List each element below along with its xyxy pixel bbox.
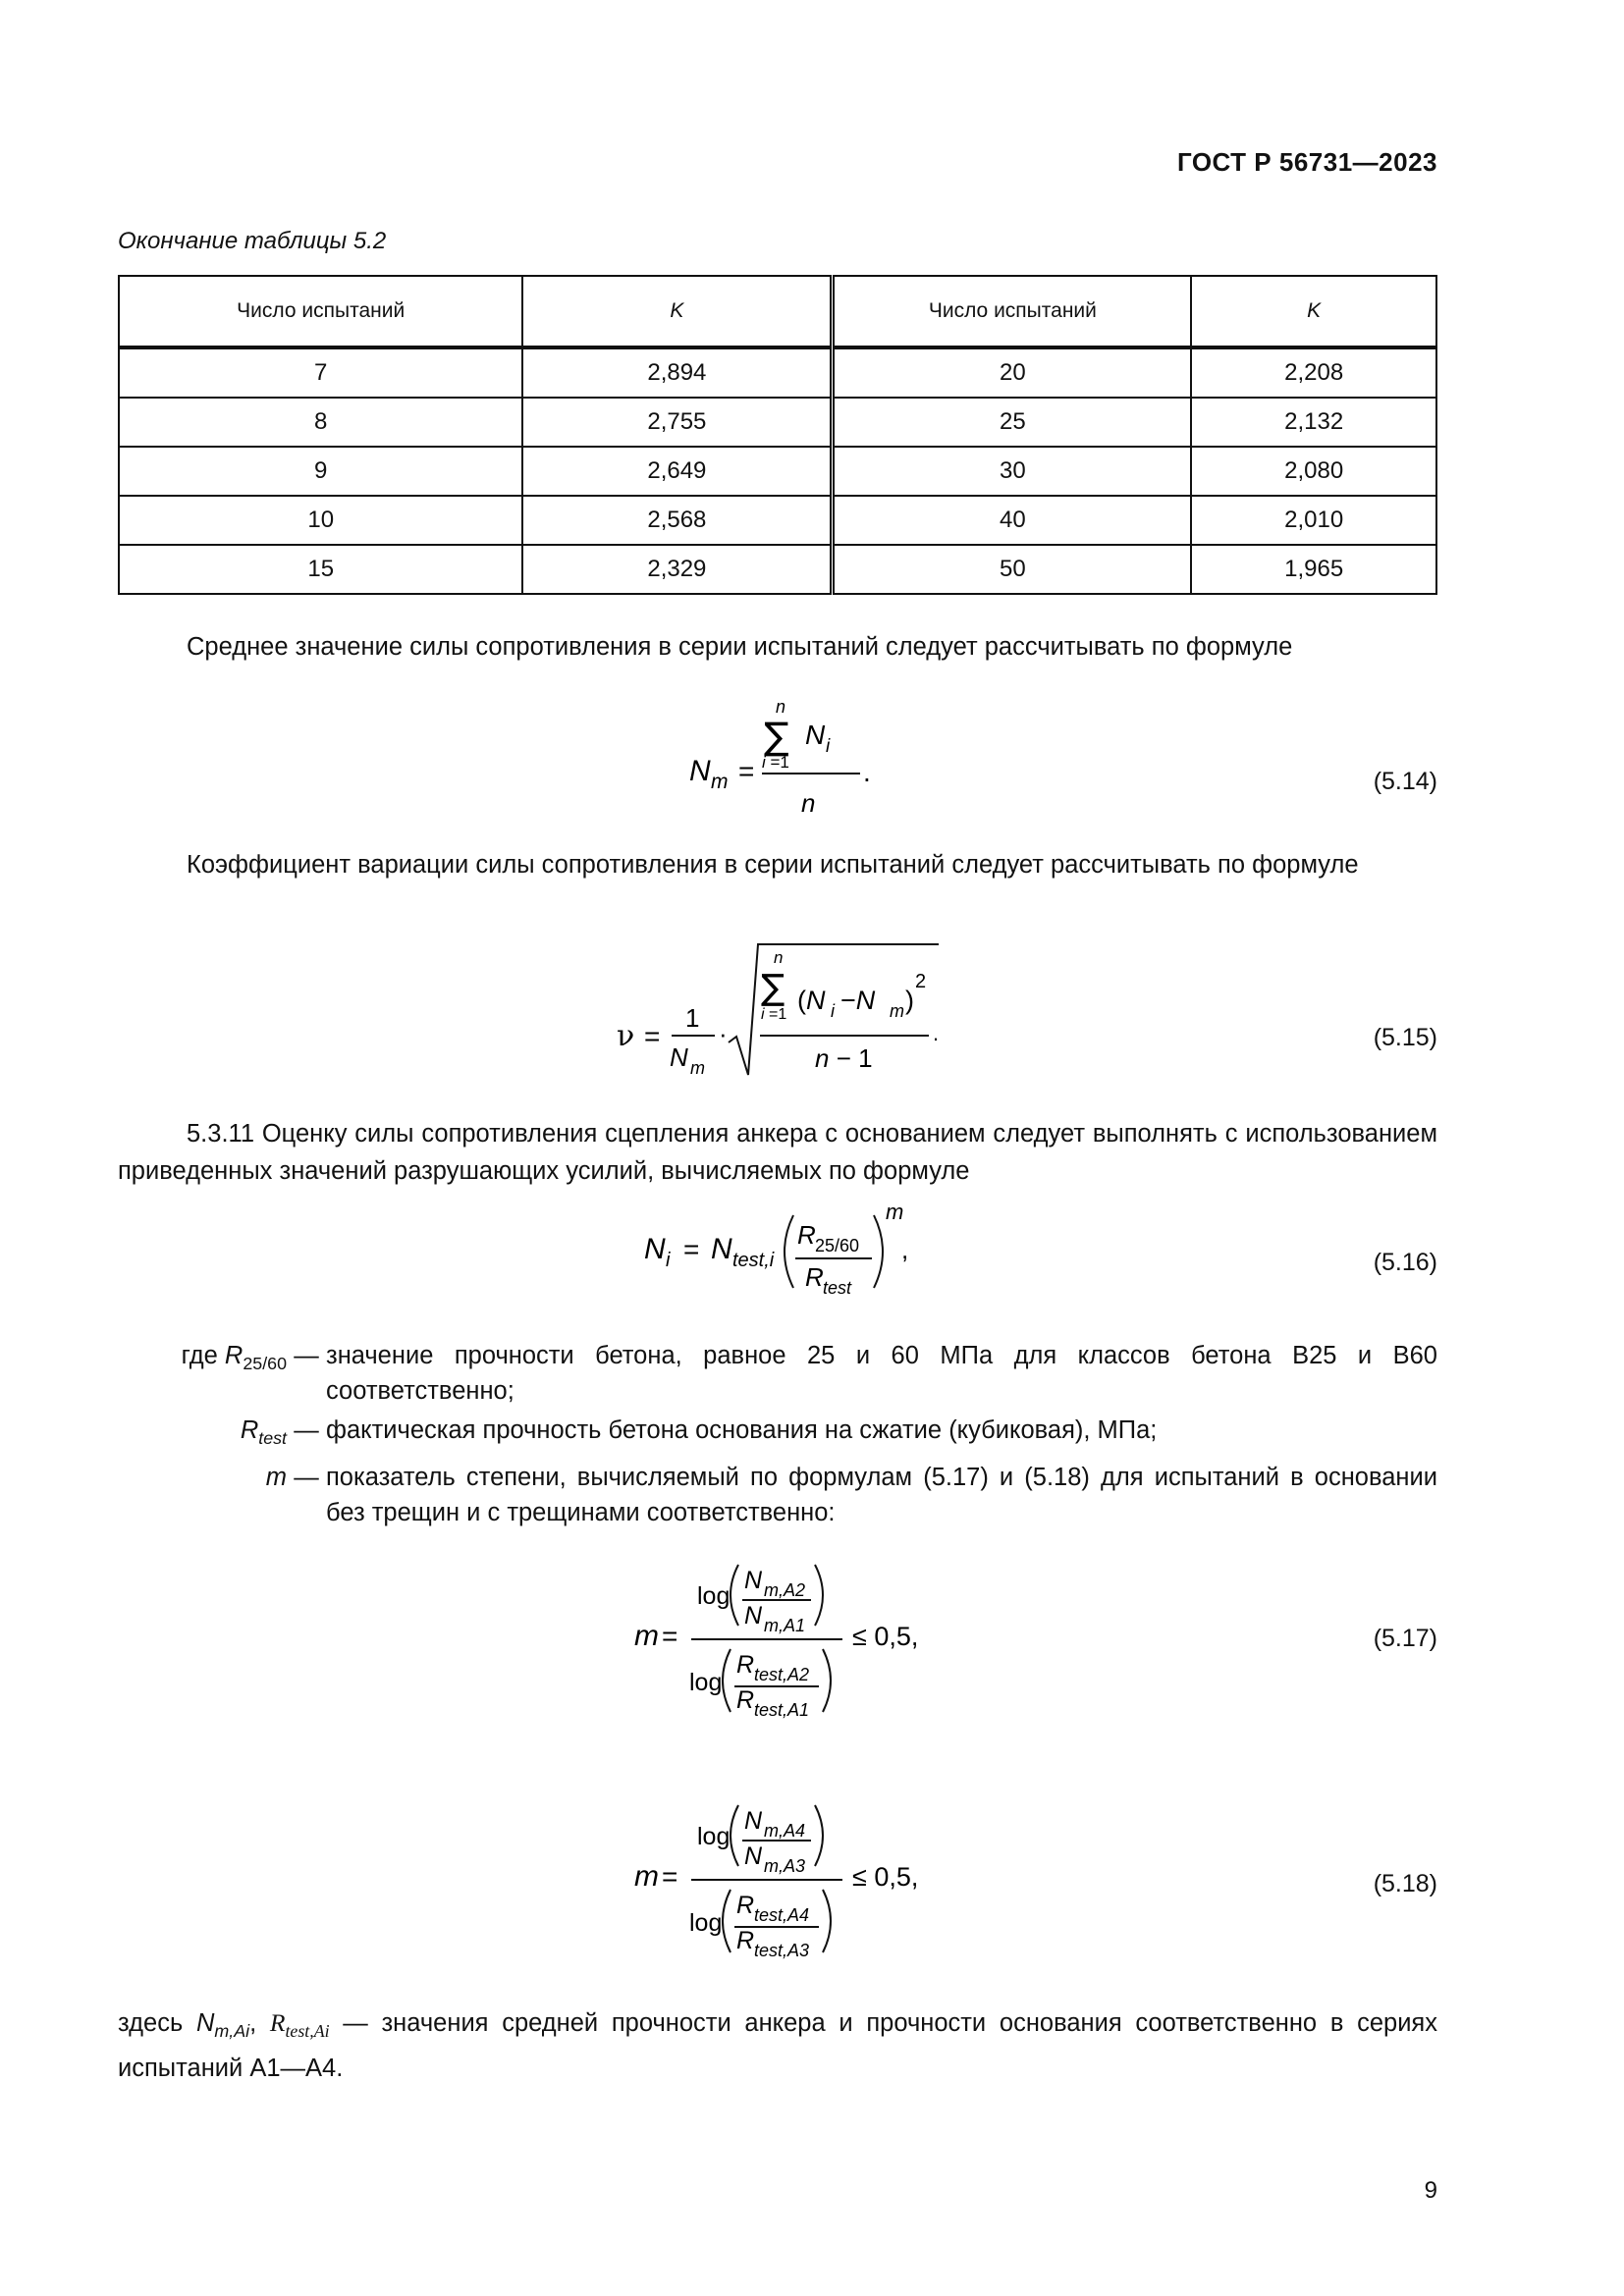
table-cell: 50 <box>833 545 1191 594</box>
svg-text:N: N <box>689 755 711 787</box>
equation-number-5-16: (5.16) <box>1373 1249 1437 1276</box>
table-row <box>119 398 1436 447</box>
table-cell: 9 <box>119 447 522 496</box>
definition-text: фактическая прочность бетона основания на сжатие (кубиковая), МПа; <box>326 1416 1158 1444</box>
svg-text:N: N <box>744 1567 763 1594</box>
log-label: log <box>689 1669 723 1696</box>
svg-text:25/60: 25/60 <box>815 1236 860 1255</box>
svg-text:m: m <box>890 1001 904 1021</box>
definition-item <box>118 1460 1437 1530</box>
table-cell: 2,329 <box>522 545 832 594</box>
svg-text:test,A4: test,A4 <box>754 1905 810 1925</box>
svg-text:R: R <box>736 1686 755 1714</box>
table-cell: 8 <box>119 398 522 447</box>
paragraph-mean: Среднее значение силы сопротивления в серии испытаний следует рассчитывать по формуле <box>187 633 1293 661</box>
svg-text:N: N <box>744 1807 763 1835</box>
svg-text:R: R <box>736 1892 755 1919</box>
where-word: где <box>181 1342 218 1369</box>
table-row <box>119 545 1436 594</box>
svg-text:∑: ∑ <box>761 968 785 1008</box>
limit-label: ≤ 0,5, <box>852 1862 919 1892</box>
definition-term: $R_{test}$ <box>240 1416 287 1449</box>
table-cell: 2,010 <box>1191 496 1436 545</box>
paragraph-variation: Коэффициент вариации силы сопротивления в серии испытаний следует рассчитывать по формуле <box>187 851 1359 879</box>
svg-text:N: N <box>644 1233 666 1265</box>
svg-text:=: = <box>644 1021 661 1051</box>
svg-text:(N: (N <box>797 986 826 1015</box>
table-cell: 30 <box>833 447 1191 496</box>
svg-text:N: N <box>670 1042 688 1072</box>
table-cell: 2,132 <box>1191 398 1436 447</box>
svg-text:m: m <box>886 1200 904 1224</box>
equation-number-5-14: (5.14) <box>1373 768 1437 795</box>
svg-text:=: = <box>662 1621 678 1651</box>
limit-label: ≤ 0,5, <box>852 1622 919 1651</box>
svg-text:1: 1 <box>685 1003 700 1033</box>
table-cell: 40 <box>833 496 1191 545</box>
svg-text:R: R <box>805 1262 824 1292</box>
coefficient-table <box>118 275 1437 595</box>
definition-term: m <box>265 1464 287 1492</box>
svg-text:N: N <box>805 720 826 750</box>
svg-text:m: m <box>711 771 729 793</box>
header-tests-1: Число испытаний <box>119 276 522 347</box>
document-header: ГОСТ Р 56731—2023 <box>1176 147 1437 177</box>
definition-text: показатель степени, вычисляемый по формулам (5.17) и (5.18) для испытаний в основании без трещин и с трещинами соответственно: <box>326 1464 1437 1527</box>
svg-text:∑: ∑ <box>764 715 789 758</box>
svg-text:=: = <box>662 1861 678 1892</box>
formula-exponent-uncracked <box>628 1551 952 1728</box>
svg-text:test,A3: test,A3 <box>754 1941 810 1960</box>
table-caption: Окончание таблицы 5.2 <box>118 228 387 254</box>
svg-text:m,A4: m,A4 <box>764 1821 806 1841</box>
log-label: log <box>697 1582 731 1610</box>
svg-text:): ) <box>905 986 914 1015</box>
svg-text:i: i <box>831 1001 835 1021</box>
svg-text:n: n <box>776 697 786 717</box>
table-row <box>119 447 1436 496</box>
svg-text:i: i <box>826 736 831 757</box>
table-cell: 2,894 <box>522 347 832 398</box>
svg-text:n: n <box>774 948 784 967</box>
svg-text:i =1: i =1 <box>761 1006 787 1023</box>
svg-text:−N: −N <box>840 986 876 1015</box>
definition-dash: — <box>294 1464 319 1492</box>
definition-item <box>118 1413 1437 1456</box>
formula-variation <box>609 933 962 1080</box>
header-k-2: K <box>1191 276 1436 347</box>
formula-mean <box>677 692 893 820</box>
formula-exponent-cracked <box>628 1791 952 1968</box>
svg-text:m: m <box>634 1620 659 1652</box>
svg-text:·: · <box>719 1019 728 1048</box>
header-k-1: K <box>522 276 832 347</box>
equation-number-5-15: (5.15) <box>1373 1024 1437 1051</box>
table-cell: 15 <box>119 545 522 594</box>
svg-text:,: , <box>901 1235 909 1264</box>
svg-text:i: i <box>666 1250 671 1271</box>
svg-text:m,A2: m,A2 <box>764 1580 806 1600</box>
table-cell: 25 <box>833 398 1191 447</box>
table-row <box>119 496 1436 545</box>
log-label: log <box>697 1823 731 1850</box>
definitions-list <box>118 1338 1437 1534</box>
formula-reduced-force <box>638 1198 952 1306</box>
svg-text:R: R <box>736 1651 755 1679</box>
svg-text:R: R <box>797 1220 816 1250</box>
definition-item <box>118 1338 1437 1409</box>
definition-term: где $R_{25/60}$ <box>181 1342 287 1374</box>
svg-text:test,i: test,i <box>732 1250 775 1271</box>
svg-text:n: n <box>801 788 816 818</box>
svg-text:.: . <box>863 757 871 787</box>
definition-text: значение прочности бетона, равное 25 и 60 МПа для классов бетона В25 и В60 соответственно; <box>326 1342 1437 1405</box>
table-row <box>119 347 1436 398</box>
header-tests-2: Число испытаний <box>833 276 1191 347</box>
table-cell: 10 <box>119 496 522 545</box>
svg-text:=: = <box>738 756 755 786</box>
log-label: log <box>689 1909 723 1937</box>
page-number: 9 <box>1424 2177 1437 2204</box>
equation-number-5-17: (5.17) <box>1373 1625 1437 1652</box>
svg-text:N: N <box>744 1602 763 1629</box>
svg-text:2: 2 <box>915 971 927 992</box>
svg-text:.: . <box>933 1021 940 1045</box>
svg-text:test,A1: test,A1 <box>754 1700 810 1720</box>
equation-number-5-18: (5.18) <box>1373 1870 1437 1897</box>
svg-text:test: test <box>823 1278 852 1298</box>
svg-text:test,A2: test,A2 <box>754 1665 810 1684</box>
table-cell: 1,965 <box>1191 545 1436 594</box>
svg-text:m: m <box>690 1058 705 1078</box>
definition-dash: — <box>294 1342 319 1369</box>
final-prefix: здесь <box>118 2009 184 2037</box>
svg-text:=: = <box>683 1234 700 1264</box>
paragraph-5-3-11: 5.3.11 Оценку силы сопротивления сцепления анкера с основанием следует выполнять с использованием приведенных значений разрушающих усилий, вычисляемых по формуле <box>118 1120 1437 1185</box>
paragraph-final: здесь $N_{m,Ai}$, $R_{test,Ai}$ — значения средней прочности анкера и прочности основания соответственно в сериях испытаний А1—А4. <box>118 2008 1437 2083</box>
table-cell: 2,568 <box>522 496 832 545</box>
table-cell: 20 <box>833 347 1191 398</box>
svg-text:m,A3: m,A3 <box>764 1856 806 1876</box>
svg-text:i =1: i =1 <box>762 753 789 772</box>
table-cell: 2,208 <box>1191 347 1436 398</box>
final-text: — значения средней прочности анкера и прочности основания соответственно в сериях испытаний А1—А4. <box>118 2009 1437 2083</box>
svg-text:m,A1: m,A1 <box>764 1616 806 1635</box>
table-cell: 2,649 <box>522 447 832 496</box>
table-cell: 2,755 <box>522 398 832 447</box>
svg-text:n − 1: n − 1 <box>815 1043 873 1073</box>
svg-text:ν: ν <box>617 1019 635 1053</box>
table-cell: 2,080 <box>1191 447 1436 496</box>
svg-text:R: R <box>736 1927 755 1954</box>
definition-dash: — <box>294 1416 319 1444</box>
svg-text:m: m <box>634 1860 659 1893</box>
table-cell: 7 <box>119 347 522 398</box>
svg-text:N: N <box>711 1233 732 1265</box>
svg-text:N: N <box>744 1842 763 1870</box>
